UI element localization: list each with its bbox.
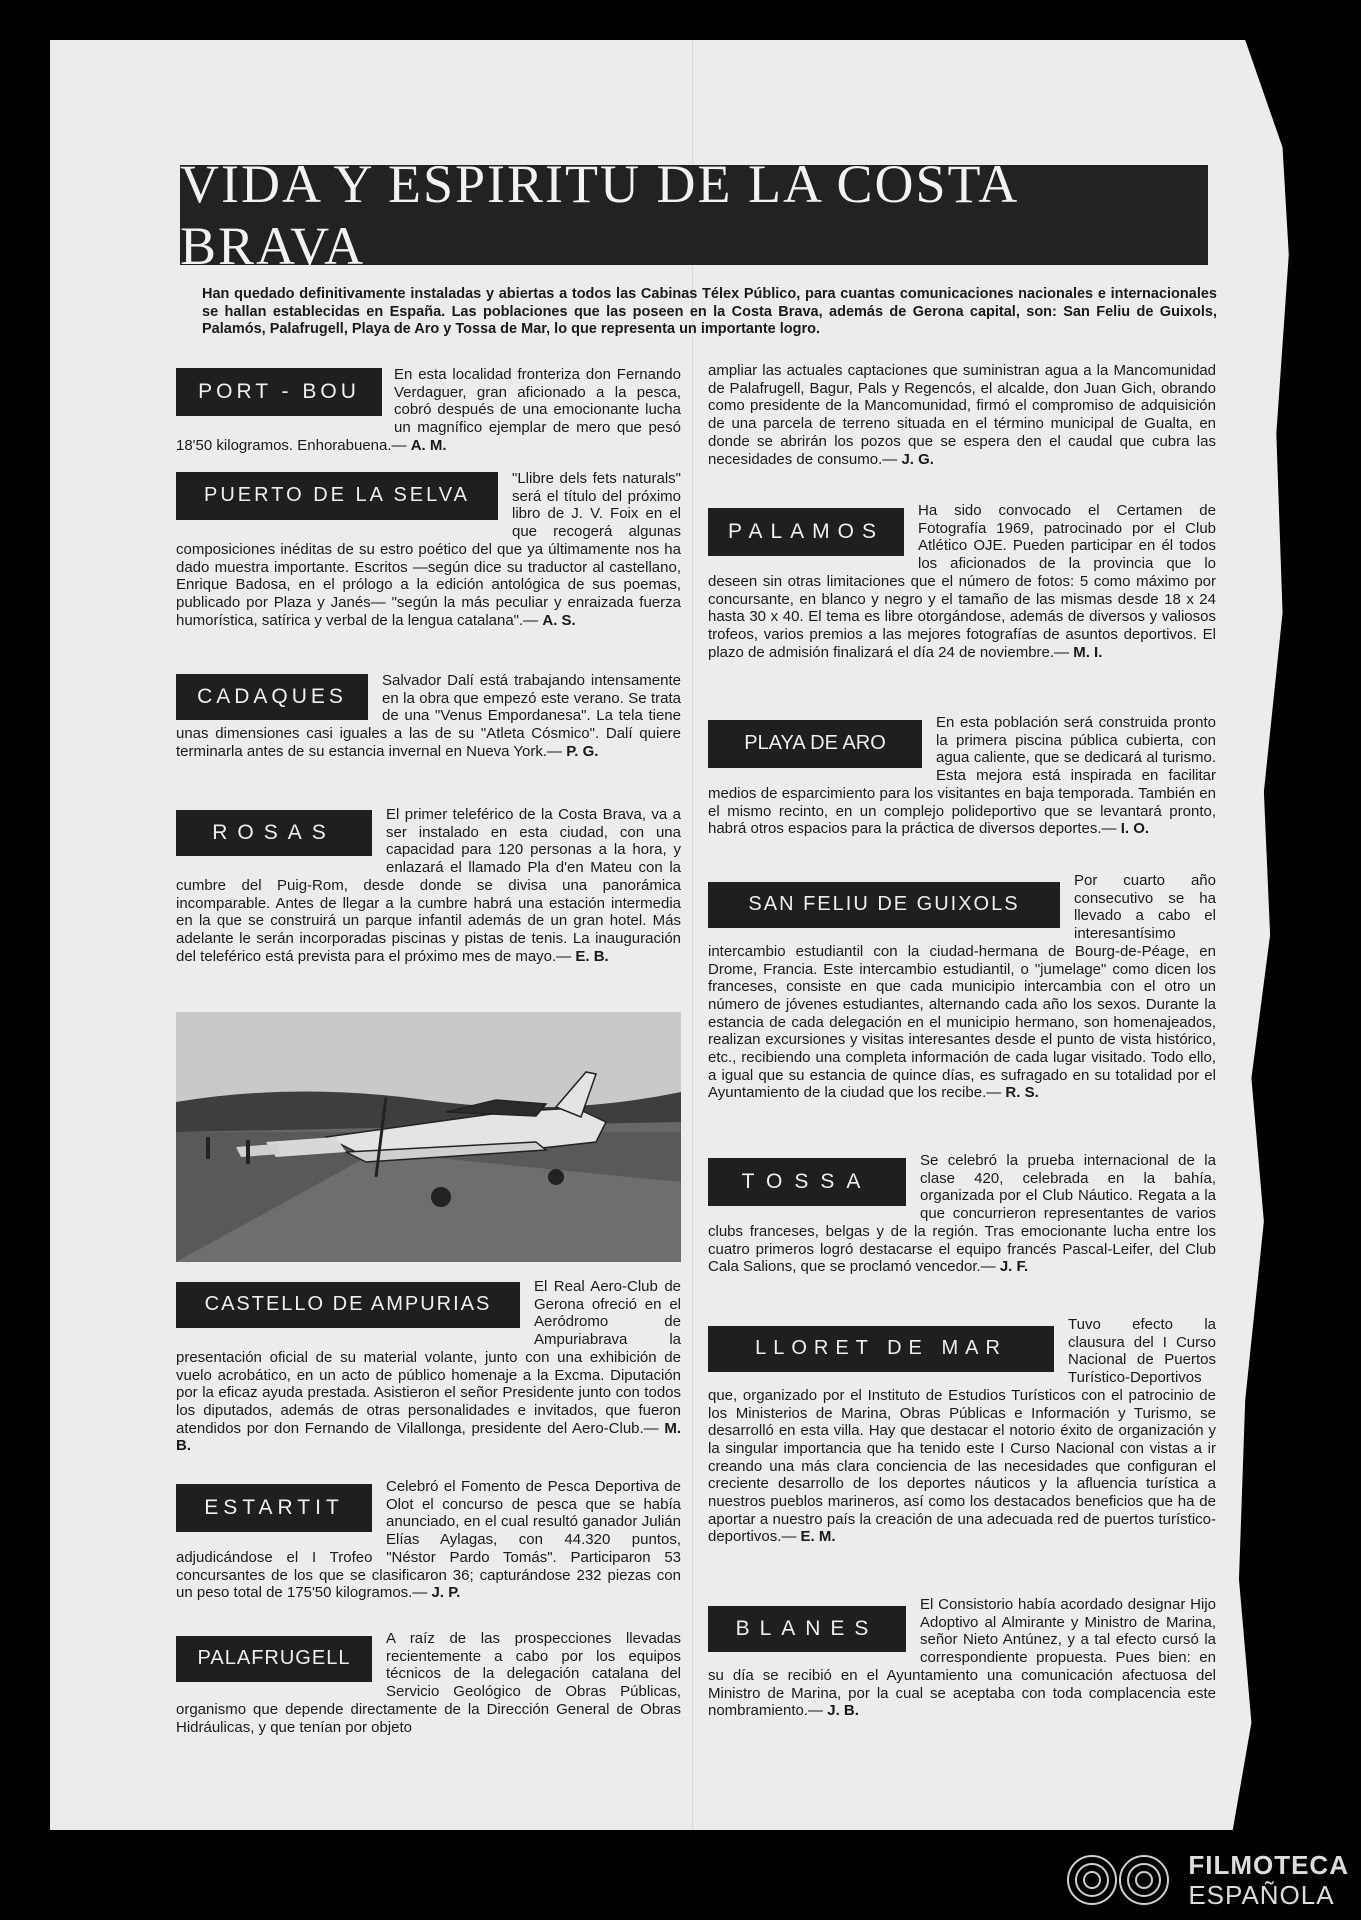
section-header-rosas: ROSAS <box>176 810 372 856</box>
filmoteca-logo <box>1064 1850 1349 1910</box>
article-signature: E. B. <box>575 947 609 965</box>
airplane-photo <box>176 1012 681 1262</box>
article-text: A raíz de las prospecciones llevadas recientemente a cabo por los equipos técnicos de la delegación catalana del Servicio Geológico de Obras Públicas, organismo que depende directamente de la Dirección General de Obras Hidráulicas, y que tenían por objeto <box>176 1630 681 1736</box>
article-rosas <box>176 806 681 965</box>
section-header-tossa: TOSSA <box>708 1158 906 1206</box>
article-palafrugell <box>176 1630 681 1736</box>
article-text: El Consistorio había acordado designar Hijo Adoptivo al Almirante y Ministro de Marina, señor Nieto Antúnez, y a tal efecto cursó la correspondiente propuesta. Pues bien: en su día se recibió en el Ayuntamiento una comunicación afectuosa del Ministro de Marina, por la cual se aceptaba con toda complacencia este nombramiento.— <box>708 1596 1216 1720</box>
article-tossa <box>708 1152 1216 1276</box>
article-text: El primer teleférico de la Costa Brava, va a ser instalado en esta ciudad, con una capacidad para 120 personas a la hora, y enlazará el llamado Pla d'en Mateu con la cumbre del Puig-Rom, desde donde se divisa una panorámica incomparable. Antes de llegar a la cumbre habrá una estación intermedia en la que se construirá un parque infantil además de un gran hotel. Más adelante le serán incorporadas piscinas y pistas de tenis. La inauguración del teleférico está prevista para el próximo mes de mayo.— <box>176 806 681 965</box>
logo-line-2: ESPAÑOLA <box>1188 1880 1335 1910</box>
article-text: Tuvo efecto la clausura del I Curso Nacional de Puertos Turístico-Deportivos que, organizado por el Instituto de Estudios Turísticos con el patrocinio de los Ministerios de Marina, Obras Públicas e Información y Turismo, se desarrolló en esta villa. Hay que destacar el notorio éxito de organización y la singular importancia que ha tenido este I Curso Nacional con vistas a ir creando una más clara conciencia de las necesidades que configuran el creciente desarrollo de los deportes náuticos y la afluencia turística a nuestros pueblos marineros, así como los destacados beneficios que ha de aportar a nuestro país la creación de una adecuada red de puertos turístico-deportivos.— <box>708 1316 1216 1546</box>
article-text: Ha sido convocado el Certamen de Fotografía 1969, patrocinado por el Club Atlético OJE. Pueden participar en él todos los aficionados de la provincia que lo deseen sin otras limitaciones que el número de fotos: 5 como máximo por concursante, en blanco y negro y el tamaño de las mismas desde 18 x 24 hasta 30 x 40. El tema es libre otorgándose, además de diversos y valiosos trofeos, varios premios a las mejores fotografías de asuntos deportivos. El plazo de admisión finalizará el día 24 de noviembre.— <box>708 502 1216 661</box>
article-san-feliu-de-guixols <box>708 872 1216 1102</box>
page-title: VIDA Y ESPIRITU DE LA COSTA BRAVA <box>180 165 1208 265</box>
section-header-estartit: ESTARTIT <box>176 1484 372 1532</box>
article-text: En esta población será construida pronto la primera piscina pública cubierta, con agua caliente, que se dedicará al turismo. Esta mejora está inspirada en facilitar medios de esparcimiento para los visitantes en baja temporada. También en el mismo recinto, en un complejo polideportivo que se levantará pronto, habrá otros espacios para la práctica de diversos deportes.— <box>708 714 1216 838</box>
article-playa-de-aro <box>708 714 1216 838</box>
spiral-logo-icon <box>1064 1850 1174 1910</box>
article-signature: A. M. <box>410 436 447 454</box>
article-text: En esta localidad fronteriza don Fernando Verdaguer, gran aficionado a la pesca, cobró después de una emocionante lucha un magnífico ejemplar de mero que pesó 18'50 kilogramos. Enhorabuena.— <box>176 366 681 454</box>
article-signature: M. B. <box>176 1419 682 1455</box>
article-signature: J. B. <box>827 1702 859 1720</box>
article-estartit <box>176 1478 681 1602</box>
intro-paragraph: Han quedado definitivamente instaladas y abiertas a todos las Cabinas Télex Público, para cuantas comunicaciones nacionales e internacionales se hallan establecidas en España. Las poblaciones que las poseen en la Costa Brava, además de Gerona capital, son: San Feliu de Guixols, Palamós, Palafrugell, Playa de Aro y Tossa de Mar, lo que representa un importante logro. <box>202 286 1217 337</box>
airplane-illustration <box>176 1012 681 1262</box>
section-header-blanes: BLANES <box>708 1606 906 1652</box>
article-signature: M. I. <box>1073 643 1103 661</box>
article-lloret-de-mar <box>708 1316 1216 1546</box>
section-header-playa-de-aro: PLAYA DE ARO <box>708 720 922 768</box>
article-cadaques <box>176 672 681 761</box>
article-palamos <box>708 502 1216 661</box>
article-signature: A. S. <box>542 611 576 629</box>
article-text: "Llibre dels fets naturals" será el título del próximo libro de J. V. Foix en el que recogerá algunas composiciones inéditas de su estro poético del que ya últimamente nos ha dado muestra importante. Escritos —según dice su traductor al castellano, Enrique Badosa, en el prólogo a la edición antológica de sus poemas, publicado por Plaza y Janés— "según la más peculiar y enraizada fuerza humorística, satírica y verbal de la lengua catalana".— <box>176 470 681 629</box>
section-header-san-feliu-de-guixols: SAN FELIU DE GUIXOLS <box>708 882 1060 928</box>
article-text: Por cuarto año consecutivo se ha llevado a cabo el interesantísimo intercambio estudiantil con la ciudad-hermana de Bourg-de-Péage, en Drome, Francia. Este intercambio estudiantil, o "jumelage" como dicen los franceses, consiste en que cada municipio intercambia con el otro un número de jóvenes estudiantes, alternando cada año los sexos. Durante la estancia de cada delegación en el municipio hermano, son homenajeados, realizan excursiones y visitas interesantes desde el punto de vista histórico, etc., recibiendo una completa información de cada lugar visitado. Todo ello, a igual que su estancia de quince días, es sufragado en su totalidad por el Ayuntamiento de la ciudad que los recibe.— <box>708 872 1216 1102</box>
article-text: El Real Aero-Club de Gerona ofreció en el Aeródromo de Ampuriabrava la presentación oficial de su material volante, junto con una exhibición de vuelo acrobático, en un acto de público homenaje a la Excma. Diputación por la eficaz ayuda prestada. Asistieron el señor Presidente junto con todos los diputados, además de otras personalidades e invitados, que fueron atendidos por don Fernando de Vilallonga, presidente del Aero-Club.— <box>176 1278 681 1437</box>
article-port-bou <box>176 366 681 455</box>
article-signature: P. G. <box>566 742 599 760</box>
section-header-puerto-de-la-selva: PUERTO DE LA SELVA <box>176 472 498 520</box>
section-header-lloret-de-mar: LLORET DE MAR <box>708 1326 1054 1372</box>
article-signature: J. P. <box>431 1584 461 1602</box>
section-header-palafrugell: PALAFRUGELL <box>176 1636 372 1682</box>
article-signature: J. F. <box>999 1258 1029 1276</box>
section-header-port-bou: PORT - BOU <box>176 368 382 416</box>
article-text: Celebró el Fomento de Pesca Deportiva de Olot el concurso de pesca que se había anunciado, en el cual resultó ganador Julián Elías Aylagas, con 44.320 puntos, adjudicándose el I Trofeo "Néstor Pardo Tomás". Participaron 53 concursantes de los que se clasificaron 36; capturándose 232 piezas con un peso total de 175'50 kilogramos.— <box>176 1478 681 1602</box>
article-puerto-de-la-selva <box>176 470 681 629</box>
article-castello-de-ampurias <box>176 1278 681 1455</box>
section-header-palamos: PALAMOS <box>708 508 904 556</box>
logo-line-1: FILMOTECA <box>1188 1850 1349 1880</box>
article-text: Se celebró la prueba internacional de la clase 420, celebrada en la bahía, organizada por el Club Náutico. Regata a la que concurrieron representantes de varios clubs franceses, belgas y de la región. Tras emocionante lucha entre los cuatro primeros logró destacarse el equipo francés Pascal-Leifer, del Club Cala Salions, que se proclamó vencedor.— <box>708 1152 1216 1276</box>
article-text: Salvador Dalí está trabajando intensamente en la obra que empezó este verano. Se trata de una "Venus Empordanesa". La tela tiene unas dimensiones casi iguales a las de su "Atleta Cósmico". Dalí quiere terminarla antes de su estancia invernal en Nueva York.— <box>176 672 681 760</box>
section-header-cadaques: CADAQUES <box>176 674 368 720</box>
article-signature: J. G. <box>901 450 934 468</box>
article-signature: I. O. <box>1120 820 1150 838</box>
section-header-castello-de-ampurias: CASTELLO DE AMPURIAS <box>176 1282 520 1328</box>
article-palafrugell-continued <box>708 362 1216 468</box>
article-signature: E. M. <box>800 1528 836 1546</box>
article-signature: R. S. <box>1005 1084 1039 1102</box>
article-blanes <box>708 1596 1216 1720</box>
article-text: ampliar las actuales captaciones que suministran agua a la Mancomunidad de Palafrugell, Bagur, Pals y Regencós, el alcalde, don Juan Gich, obrando como presidente de la Mancomunidad, firmó el compromiso de adquisición de una parcela de terreno situada en el término municipal de Gualta, en donde se abrirán los pozos que se espera den el caudal que cubra las necesidades de consumo.— <box>708 362 1216 468</box>
